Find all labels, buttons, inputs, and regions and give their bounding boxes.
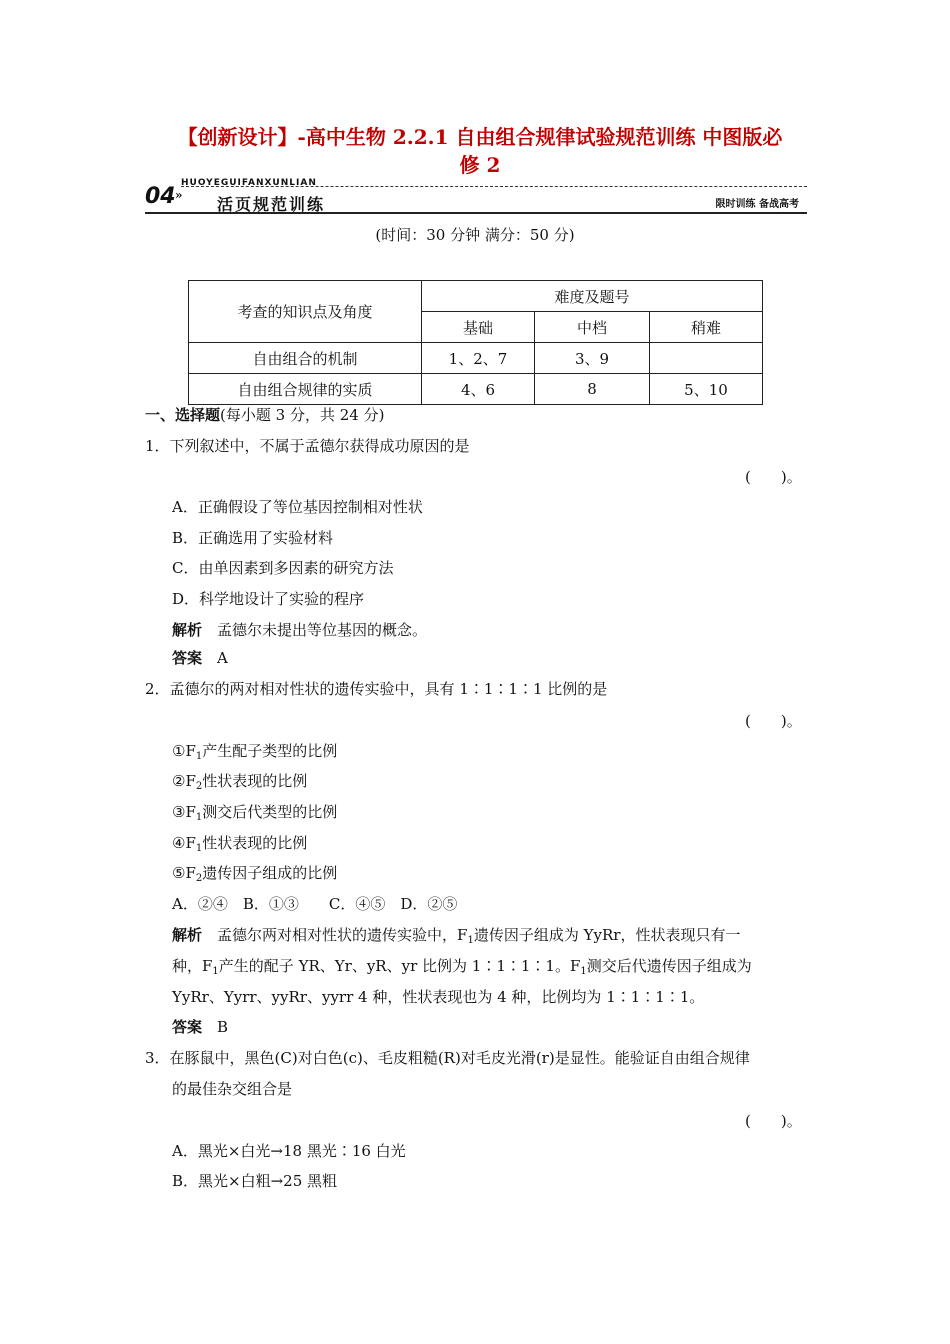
question-2-stem: 2．孟德尔的两对相对性状的遗传实验中，具有 1∶1∶1∶1 比例的是 [145,680,608,698]
banner-slogan: 限时训练 备战高考 [715,199,799,210]
question-3-stem-line-2: 的最佳杂交组合是 [172,1080,293,1098]
q2-choices: A．②④ B．①③ C．④⑤ D．②⑤ [172,895,458,913]
answer-blank: ( )。 [745,1112,802,1130]
q2-analysis-line-2: 种，$F_1$产生的配子 YR、Yr、yR、yr 比例为 1∶1∶1∶1。$F_1$测交后代遗传因子组成为 [172,957,752,977]
answer-blank: ( )。 [745,712,802,730]
question-1-stem: 1．下列叙述中，不属于孟德尔获得成功原因的是 [145,437,470,455]
table-cell: 1、2、7 [422,343,535,374]
table-cell: 3、9 [535,343,650,374]
banner-title: 活页规范训练 [217,195,326,214]
question-3-stem-line-1: 3．在豚鼠中，黑色(C)对白色(c)、毛皮粗糙(R)对毛皮光滑(r)是显性。能验证自由组合规律 [145,1049,750,1067]
q3-option-a: A．黑光×白光→18 黑光∶16 白光 [172,1142,406,1160]
banner-number: 04 [145,184,176,209]
time-limit: (时间：30 分钟 满分：50 分) [375,226,575,244]
table-header-difficulty: 难度及题号 [422,281,763,312]
q1-answer: 答案 A [172,649,228,667]
table-level: 中档 [535,312,650,343]
table-cell: 5、10 [650,374,763,405]
banner-pinyin: HUOYEGUIFANXUNLIAN [181,178,317,188]
table-row [189,343,763,374]
q2-analysis-line-1: 解析 孟德尔两对相对性状的遗传实验中，$F_1$遗传因子组成为 YyRr，性状表现只有一 [172,926,741,946]
table-row [189,374,763,405]
table-cell-topic: 自由组合规律的实质 [189,374,422,405]
table-cell: 4、6 [422,374,535,405]
q1-option-d: D．科学地设计了实验的程序 [172,590,365,608]
q2-item: $③F_1$测交后代类型的比例 [172,803,338,823]
q2-item: $④F_1$性状表现的比例 [172,834,308,854]
table-cell [650,343,763,374]
table-cell: 8 [535,374,650,405]
section-heading: 一、选择题(每小题 3 分，共 24 分) [145,406,385,424]
answer-blank: ( )。 [745,468,802,486]
title-line-2: 修 2 [459,153,501,177]
q2-answer: 答案 B [172,1018,229,1036]
table-cell-topic: 自由组合的机制 [189,343,422,374]
q1-analysis: 解析 孟德尔未提出等位基因的概念。 [172,621,428,639]
title-line-1: 【创新设计】-高中生物 2.2.1 自由组合规律试验规范训练 中图版必 [177,125,783,149]
q1-option-a: A．正确假设了等位基因控制相对性状 [172,498,423,516]
chevron-icon: » [175,188,183,202]
banner-dashed-rule [181,186,807,187]
q2-item: $⑤F_2$遗传因子组成的比例 [172,864,338,884]
knowledge-table [188,280,763,405]
q1-option-c: C．由单因素到多因素的研究方法 [172,559,394,577]
q1-option-b: B．正确选用了实验材料 [172,529,334,547]
q3-option-b: B．黑光×白粗→25 黑粗 [172,1172,338,1190]
q2-item: $①F_1$产生配子类型的比例 [172,742,338,762]
banner-rule [145,212,807,214]
table-header-topic: 考查的知识点及角度 [189,281,422,343]
table-level: 稍难 [650,312,763,343]
q2-item: $②F_2$性状表现的比例 [172,772,308,792]
table-level: 基础 [422,312,535,343]
document-title [145,123,815,179]
q2-analysis-line-3: YyRr、Yyrr、yyRr、yyrr 4 种，性状表现也为 4 种，比例均为 1∶1∶1∶1。 [172,988,705,1006]
section-banner [145,178,807,214]
